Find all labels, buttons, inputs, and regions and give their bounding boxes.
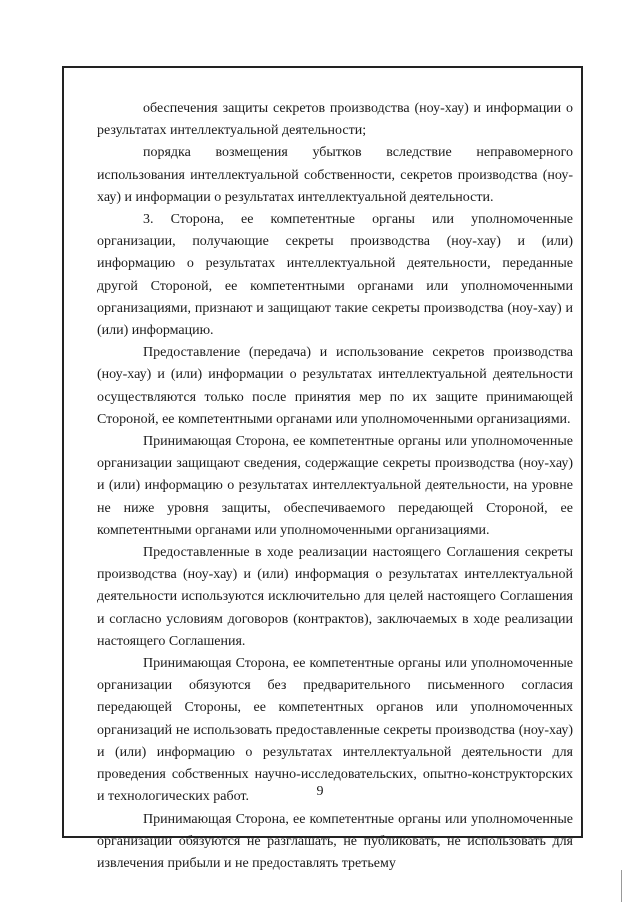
paragraph: Принимающая Сторона, ее компетентные органы или уполномоченные организации обязуются не разглашать, не публиковать, не использовать для извлечения прибыли и не предоставлять третьему xyxy=(97,811,573,871)
paragraph: порядка возмещения убытков вследствие неправомерного использования интеллектуальной собственности, секретов производства (ноу-хау) и информации о результатах интеллектуальной деятельности. xyxy=(97,145,573,205)
paragraph: обеспечения защиты секретов производства (ноу-хау) и информации о результатах интеллектуальной деятельности; xyxy=(97,101,573,139)
paragraph: 3. Сторона, ее компетентные органы или уполномоченные организации, получающие секреты производства (ноу-хау) и (или) информацию о результатах интеллектуальной деятельности, переданные другой Стороной, ее компетентными органами или уполномоченными организациями, признают и защищают такие секреты производства (ноу-хау) и (или) информацию. xyxy=(97,212,573,339)
document-body xyxy=(97,98,573,875)
paragraph: Принимающая Сторона, ее компетентные органы или уполномоченные организации обязуются без предварительного письменного согласия передающей Стороны, ее компетентных органов или уполномоченных организаций не использовать предоставленные секреты производства (ноу-хау) и (или) информацию о результатах интеллектуальной деятельности для проведения собственных научно-исследовательских, опытно-конструкторских и технологических работ. xyxy=(97,656,573,805)
page-number: 9 xyxy=(316,784,324,799)
paragraph: Предоставленные в ходе реализации настоящего Соглашения секреты производства (ноу-хау) и (или) информация о результатах интеллектуальной деятельности используются исключительно для целей настоящего Соглашения и согласно условиям договоров (контрактов), заключаемых в ходе реализации настоящего Соглашения. xyxy=(97,545,573,649)
paragraph: Предоставление (передача) и использование секретов производства (ноу-хау) и (или) информации о результатах интеллектуальной деятельности осуществляются только после принятия мер по их защите принимающей Стороной, ее компетентными органами или уполномоченными организациями. xyxy=(97,345,573,427)
scan-edge-mark xyxy=(621,870,622,902)
paragraph: Принимающая Сторона, ее компетентные органы или уполномоченные организации защищают сведения, содержащие секреты производства (ноу-хау) и (или) информацию о результатах интеллектуальной деятельности, на уровне не ниже уровня защиты, обеспечиваемого передающей Стороной, ее компетентными органами или уполномоченными организациями. xyxy=(97,434,573,538)
